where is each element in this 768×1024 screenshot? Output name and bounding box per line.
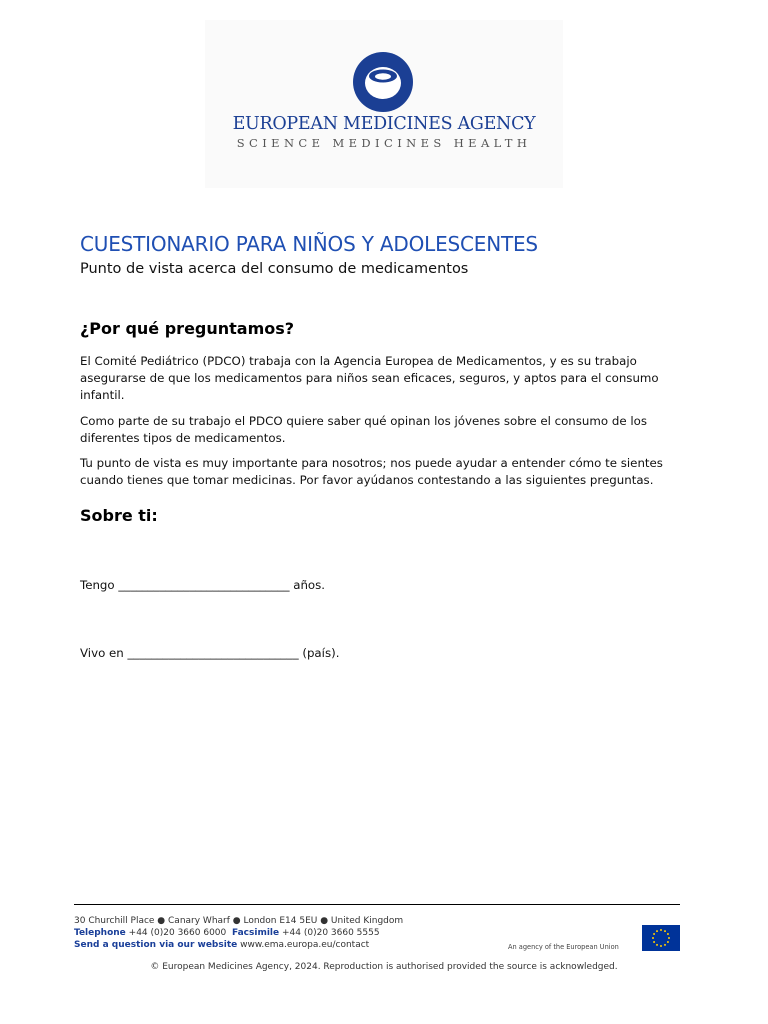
section-heading-why: ¿Por qué preguntamos? <box>80 319 295 338</box>
country-label: Vivo en <box>80 646 124 660</box>
document-title: CUESTIONARIO PARA NIÑOS Y ADOLESCENTES <box>80 232 538 256</box>
header-logo <box>205 20 563 188</box>
eu-star-icon <box>667 933 669 935</box>
facsimile-number: +44 (0)20 3660 5555 <box>281 928 380 938</box>
telephone-label: Telephone <box>74 928 126 938</box>
footer-divider <box>74 904 680 905</box>
eu-star-icon <box>653 933 655 935</box>
eu-star-icon <box>664 944 666 946</box>
ema-logo-icon <box>353 52 413 112</box>
paragraph-request: Tu punto de vista es muy importante para nosotros; nos puede ayudar a entender cómo te sientes cuando tienes que tomar medicinas. Por favor ayúdanos contestando a las siguientes preguntas. <box>80 456 663 487</box>
eu-star-icon <box>653 941 655 943</box>
eu-star-icon <box>656 930 658 932</box>
footer-web-line <box>74 940 369 950</box>
eu-star-icon <box>664 930 666 932</box>
footer-copyright: © European Medicines Agency, 2024. Reproduction is authorised provided the source is acknowledged. <box>150 962 618 972</box>
eu-star-icon <box>660 929 662 931</box>
country-field <box>80 646 339 660</box>
eu-star-icon <box>667 941 669 943</box>
age-label: Tengo <box>80 578 115 592</box>
logo-tagline: SCIENCE MEDICINES HEALTH <box>236 136 532 150</box>
agency-note: An agency of the European Union <box>508 943 619 951</box>
age-field <box>80 578 325 592</box>
country-blank[interactable]: _____________________________ <box>127 646 299 660</box>
logo-name: EUROPEAN MEDICINES AGENCY <box>232 114 536 134</box>
eu-star-icon <box>660 945 662 947</box>
telephone-number: +44 (0)20 3660 6000 <box>128 928 227 938</box>
section-heading-about: Sobre ti: <box>80 506 158 525</box>
footer-phone-line <box>74 928 380 938</box>
paragraph-purpose: Como parte de su trabajo el PDCO quiere saber qué opinan los jóvenes sobre el consumo de los diferentes tipos de medicamentos. <box>80 414 648 445</box>
facsimile-label: Facsimile <box>231 928 280 938</box>
age-suffix: años. <box>293 578 326 592</box>
age-blank[interactable]: _____________________________ <box>118 578 290 592</box>
footer-address: 30 Churchill Place ● Canary Wharf ● London E14 5EU ● United Kingdom <box>74 916 404 926</box>
country-suffix: (país). <box>302 646 340 660</box>
web-label: Send a question via our website <box>74 940 238 950</box>
paragraph-pdco: El Comité Pediátrico (PDCO) trabaja con la Agencia Europea de Medicamentos, y es su trabajo asegurarse de que los medicamentos para niños sean eficaces, seguros, y aptos para el consumo infantil. <box>80 354 659 402</box>
eu-flag-icon <box>642 925 680 951</box>
web-link[interactable]: www.ema.europa.eu/contact <box>240 940 370 950</box>
document-subtitle: Punto de vista acerca del consumo de medicamentos <box>80 261 469 277</box>
eu-star-icon <box>656 944 658 946</box>
eu-star-icon <box>652 937 654 939</box>
eu-star-icon <box>668 937 670 939</box>
